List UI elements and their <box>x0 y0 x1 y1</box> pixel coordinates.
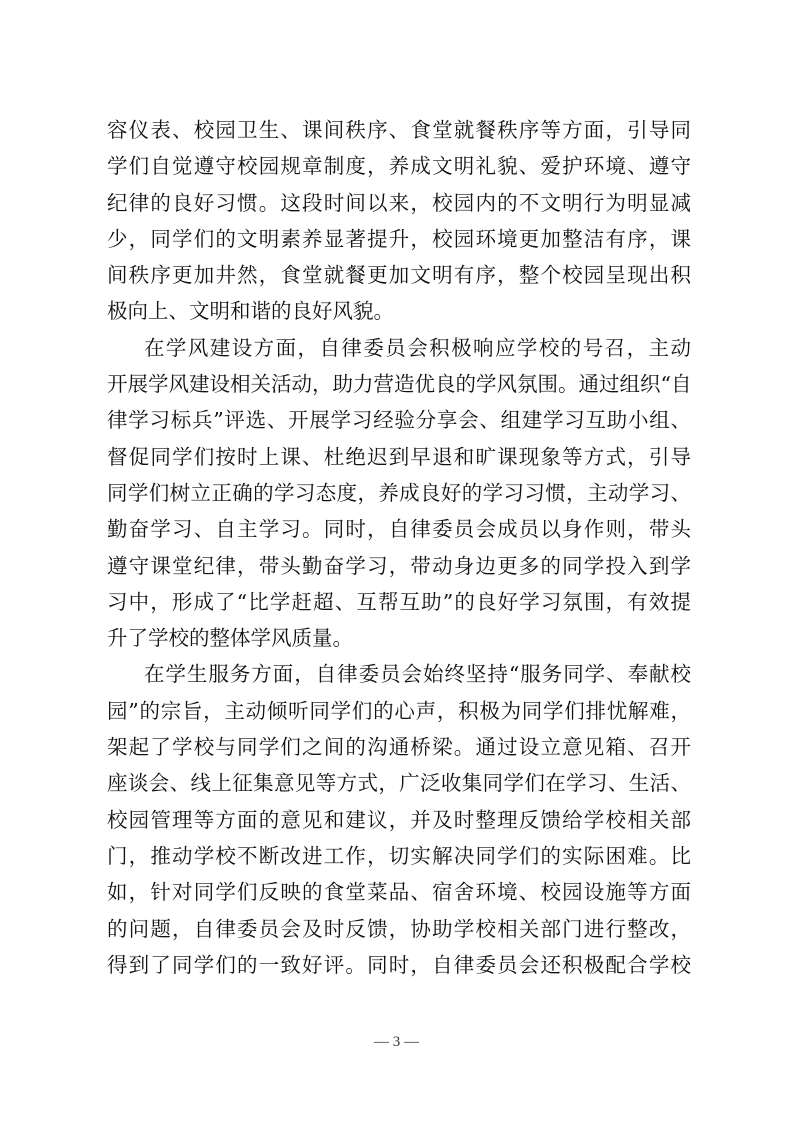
paragraph-campus-civility <box>107 112 691 330</box>
page-number: — 3 — <box>374 1034 419 1050</box>
text-line: 学们自觉遵守校园规章制度，养成文明礼貌、爱护环境、遵守 <box>107 154 691 179</box>
text-line: 如，针对同学们反映的食堂菜品、宿舍环境、校园设施等方面 <box>107 880 691 905</box>
text-line: 座谈会、线上征集意见等方式，广泛收集同学们在学习、生活、 <box>107 771 691 796</box>
text-line: 习中，形成了“比学赶超、互帮互助”的良好学习氛围，有效提 <box>107 589 691 614</box>
body-text <box>107 112 691 983</box>
text-line: 园”的宗旨，主动倾听同学们的心声，积极为同学们排忧解难， <box>107 698 691 723</box>
text-line: 开展学风建设相关活动，助力营造优良的学风氛围。通过组织“自 <box>107 372 692 397</box>
text-line: 门，推动学校不断改进工作，切实解决同学们的实际困难。比 <box>107 843 691 868</box>
text-line: 间秩序更加井然，食堂就餐更加文明有序，整个校园呈现出积 <box>107 263 691 288</box>
paragraph-study-atmosphere <box>107 330 691 657</box>
text-line: 校园管理等方面的意见和建议，并及时整理反馈给学校相关部 <box>107 807 691 832</box>
text-line: 得到了同学们的一致好评。同时，自律委员会还积极配合学校 <box>107 952 691 977</box>
text-line: 纪律的良好习惯。这段时间以来，校园内的不文明行为明显减 <box>107 190 691 215</box>
text-line: 的问题，自律委员会及时反馈，协助学校相关部门进行整改， <box>107 916 691 941</box>
text-line: 律学习标兵”评选、开展学习经验分享会、组建学习互助小组、 <box>107 408 691 433</box>
text-line: 极向上、文明和谐的良好风貌。 <box>107 299 394 324</box>
text-line: 架起了学校与同学们之间的沟通桥梁。通过设立意见箱、召开 <box>107 735 691 760</box>
text-line: 遵守课堂纪律，带头勤奋学习，带动身边更多的同学投入到学 <box>107 553 691 578</box>
text-line: 勤奋学习、自主学习。同时，自律委员会成员以身作则，带头 <box>107 517 691 542</box>
text-line: 在学生服务方面，自律委员会始终坚持“服务同学、奉献校 <box>144 662 691 687</box>
text-line: 督促同学们按时上课、杜绝迟到早退和旷课现象等方式，引导 <box>107 444 691 469</box>
text-line: 在学风建设方面，自律委员会积极响应学校的号召，主动 <box>144 335 691 360</box>
text-line: 容仪表、校园卫生、课间秩序、食堂就餐秩序等方面，引导同 <box>107 118 691 142</box>
text-line: 少，同学们的文明素养显著提升，校园环境更加整洁有序，课 <box>107 226 691 251</box>
paragraph-student-service <box>107 656 691 983</box>
text-line: 同学们树立正确的学习态度，养成良好的学习习惯，主动学习、 <box>107 480 691 505</box>
text-line: 升了学校的整体学风质量。 <box>107 626 353 651</box>
